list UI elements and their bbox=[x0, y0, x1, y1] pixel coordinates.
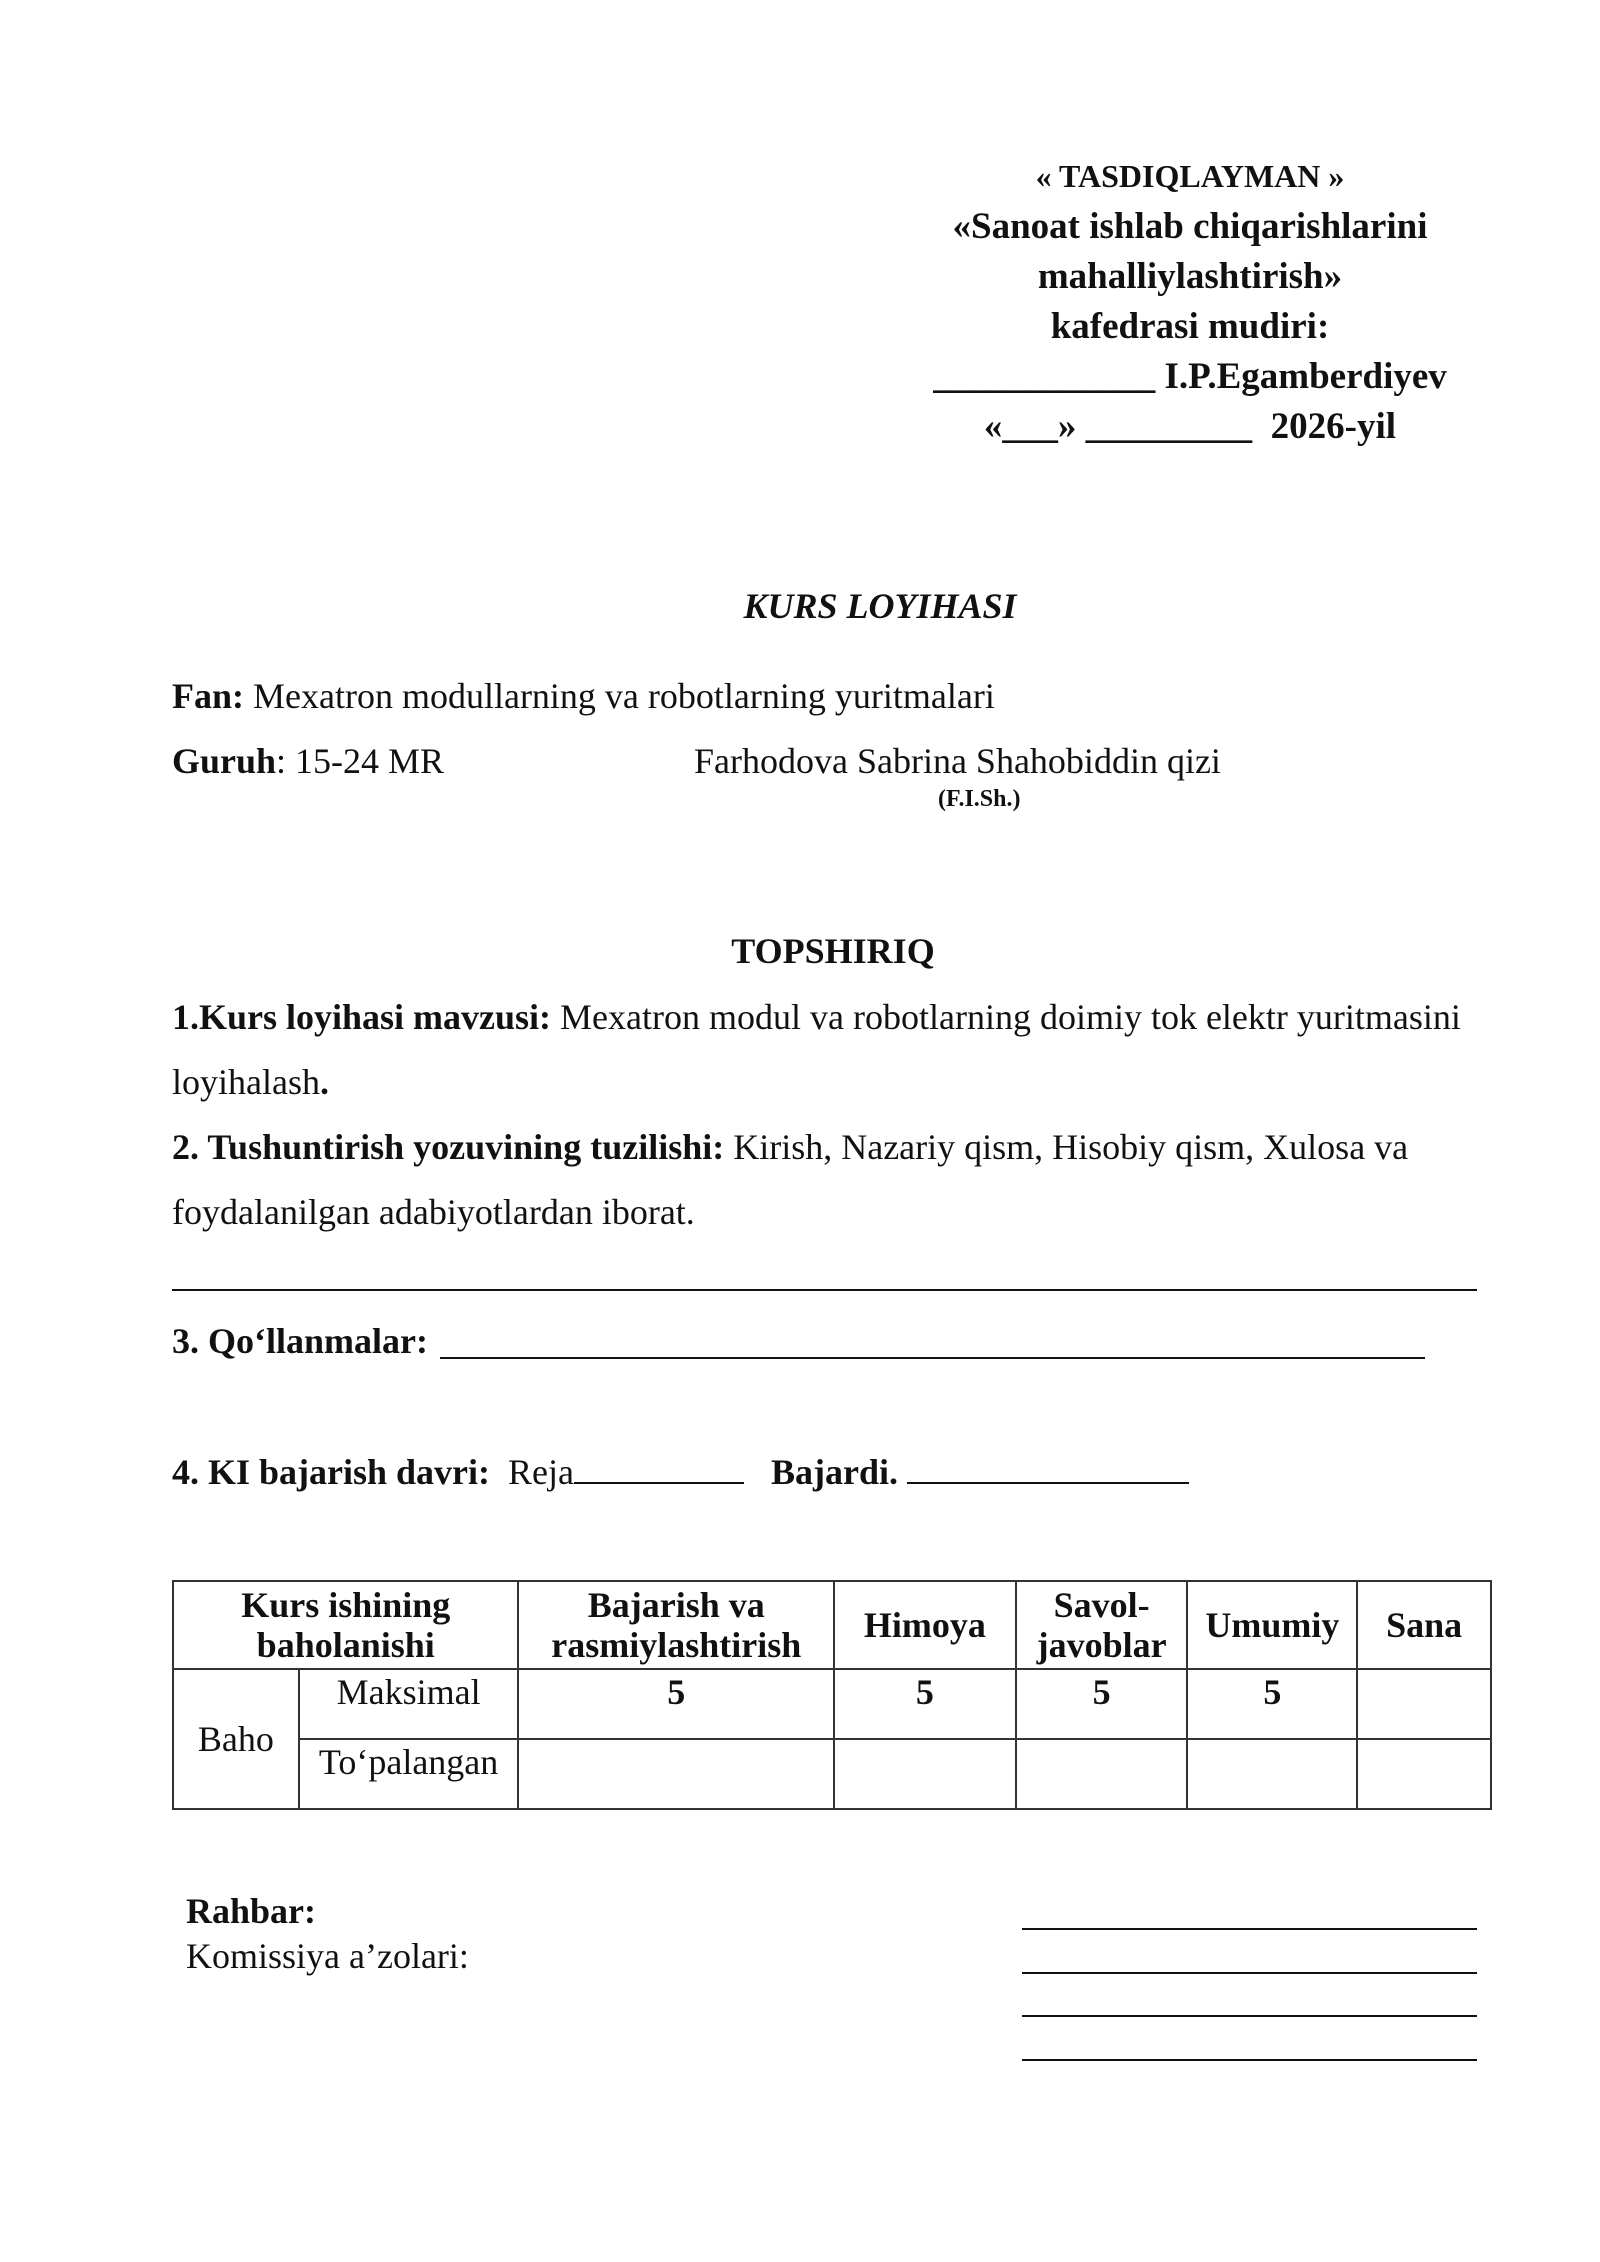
row-label: Maksimal bbox=[299, 1669, 519, 1739]
reja-blank bbox=[574, 1481, 744, 1484]
header-cell: Umumiy bbox=[1187, 1581, 1357, 1669]
header-cell: Sana bbox=[1357, 1581, 1491, 1669]
header-cell: Kurs ishining baholanishi bbox=[173, 1581, 518, 1669]
fan-line bbox=[172, 675, 995, 717]
table-cell bbox=[834, 1739, 1016, 1809]
task-item-1 bbox=[172, 985, 1482, 1115]
topshiriq-heading: TOPSHIRIQ bbox=[731, 931, 935, 971]
guruh-line bbox=[172, 740, 444, 782]
approval-signature: ____________ I.P.Egamberdiyev bbox=[933, 356, 1447, 397]
grading-table bbox=[172, 1580, 1492, 1810]
task-item-4 bbox=[172, 1451, 1189, 1493]
approval-position: kafedrasi mudiri: bbox=[1050, 306, 1330, 347]
approval-block bbox=[900, 150, 1480, 452]
signature-line bbox=[1022, 2059, 1477, 2061]
table-cell bbox=[518, 1739, 834, 1809]
table-cell: 5 bbox=[1016, 1669, 1188, 1739]
header-cell: Bajarish va rasmiylashtirish bbox=[518, 1581, 834, 1669]
task-item-1-end: . bbox=[319, 1062, 329, 1102]
signature-line bbox=[1022, 2015, 1477, 2017]
guruh-label: Guruh bbox=[172, 741, 277, 781]
student-name: Farhodova Sabrina Shahobiddin qizi bbox=[694, 741, 1221, 781]
blank-rule bbox=[172, 1289, 1477, 1291]
signature-line bbox=[1022, 1972, 1477, 1974]
task-item-3-label: 3. Qo‘llanmalar: bbox=[172, 1321, 428, 1361]
table-cell: 5 bbox=[1187, 1669, 1357, 1739]
fan-label: Fan: bbox=[172, 676, 244, 716]
table-cell: 5 bbox=[518, 1669, 834, 1739]
row-label: To‘palangan bbox=[299, 1739, 519, 1809]
task-item-2-text: Kirish, Nazariy qism, Hisobiy qism, Xulosa va foydalanilgan adabiyotlardan iborat. bbox=[172, 1127, 1409, 1232]
rahbar-label: Rahbar: bbox=[186, 1891, 317, 1931]
header-cell: Savol-javoblar bbox=[1016, 1581, 1188, 1669]
task-item-4-reja: Reja bbox=[490, 1452, 575, 1492]
fan-value: Mexatron modullarning va robotlarning yuritmalari bbox=[244, 676, 995, 716]
task-item-1-text: Mexatron modul va robotlarning doimiy tok elektr yuritmasini loyihalash bbox=[172, 997, 1461, 1102]
approval-department-line1: «Sanoat ishlab chiqarishlarini bbox=[952, 206, 1428, 247]
signature-line bbox=[1022, 1928, 1477, 1930]
table-header-row bbox=[173, 1581, 1491, 1669]
table-cell bbox=[1016, 1739, 1188, 1809]
row-group-label: Baho bbox=[173, 1669, 299, 1809]
task-item-2-label: 2. Tushuntirish yozuvining tuzilishi: bbox=[172, 1127, 725, 1167]
bajardi-blank bbox=[907, 1481, 1189, 1484]
task-item-4-label: 4. KI bajarish davri: bbox=[172, 1452, 491, 1492]
table-cell bbox=[1357, 1669, 1491, 1739]
table-cell: 5 bbox=[834, 1669, 1016, 1739]
student-caption: (F.I.Sh.) bbox=[938, 786, 1021, 812]
guruh-value: : 15-24 MR bbox=[276, 741, 445, 781]
table-cell bbox=[1357, 1739, 1491, 1809]
table-row bbox=[173, 1739, 1491, 1809]
approval-date: «___» _________ 2026-yil bbox=[983, 406, 1397, 447]
approval-department-line2: mahalliylashtirish» bbox=[1037, 256, 1343, 297]
komissiya-label: Komissiya a’zolari: bbox=[186, 1936, 469, 1976]
header-cell: Himoya bbox=[834, 1581, 1016, 1669]
task-item-3-blank bbox=[440, 1357, 1425, 1359]
task-item-1-label: 1.Kurs loyihasi mavzusi: bbox=[172, 997, 552, 1037]
task-item-2 bbox=[172, 1115, 1482, 1245]
table-row bbox=[173, 1669, 1491, 1739]
document-title: KURS LOYIHASI bbox=[743, 586, 1017, 626]
approval-heading: « TASDIQLAYMAN » bbox=[1035, 158, 1345, 194]
table-cell bbox=[1187, 1739, 1357, 1809]
task-item-4-bajardi: Bajardi. bbox=[771, 1452, 899, 1492]
